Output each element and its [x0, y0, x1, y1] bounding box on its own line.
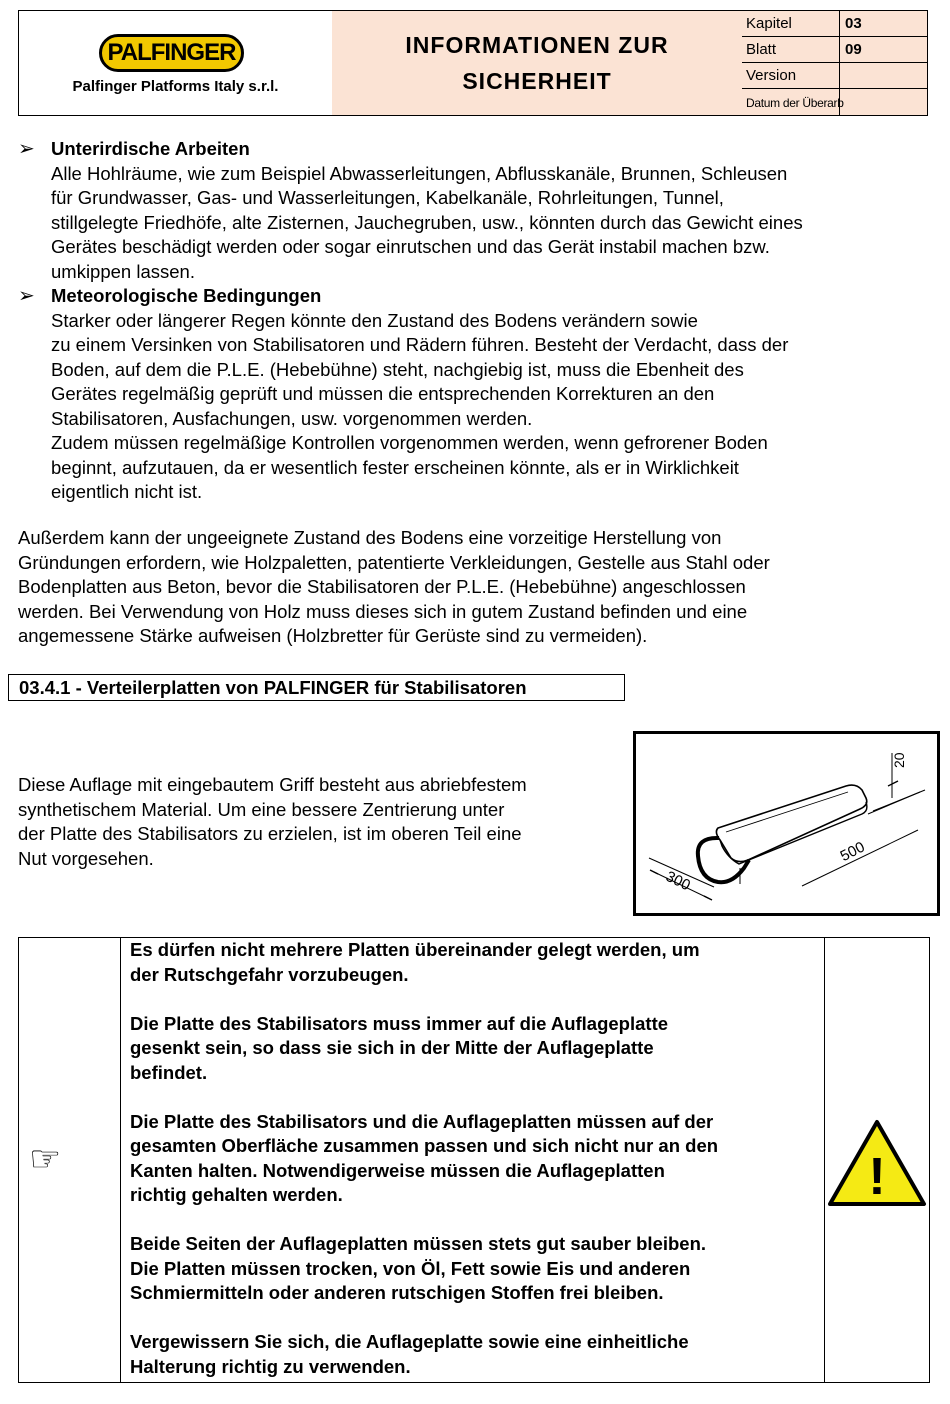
bullet-heading: Meteorologische Bedingungen — [51, 285, 322, 306]
description-line: der Platte des Stabilisators zu erzielen, ist im oberen Teil eine — [18, 823, 522, 844]
meta-table — [742, 11, 927, 115]
warning-line: Schmiermitteln oder anderen rutschigen Stoffen frei bleiben. — [130, 1282, 664, 1303]
bullet-line: Zudem müssen regelmäßige Kontrollen vorgenommen werden, wenn gefrorener Boden — [51, 432, 768, 453]
bullet-line: Boden, auf dem die P.L.E. (Hebebühne) steht, nachgiebig ist, muss die Ebenheit des — [51, 358, 744, 380]
outrigger-pad-drawing — [636, 734, 937, 913]
warning-paragraph — [130, 938, 820, 987]
warning-triangle-icon — [825, 1116, 929, 1226]
warning-line: Es dürfen nicht mehrere Platten übereinander gelegt werden, um — [130, 939, 700, 960]
warning-line: richtig gehalten werden. — [130, 1184, 343, 1205]
title-line-2: SICHERHEIT — [462, 68, 612, 94]
warning-paragraph — [130, 1110, 820, 1208]
warning-line: befindet. — [130, 1061, 208, 1083]
warning-text — [130, 938, 820, 1404]
bullet-line: eigentlich nicht ist. — [51, 481, 203, 502]
dim-500-label: 500 — [837, 838, 868, 866]
pad-description — [18, 773, 618, 871]
dim-20-label: 20 — [891, 752, 907, 768]
paragraph-line: angemessene Stärke aufweisen (Holzbretter für Gerüste sind zu vermeiden). — [18, 625, 648, 646]
warning-line: Die Platte des Stabilisators und die Auflageplatten müssen auf der — [130, 1110, 714, 1132]
warning-line: Halterung richtig zu verwenden. — [130, 1355, 411, 1377]
section-title: 03.4.1 - Verteilerplatten von PALFINGER für Stabilisatoren — [8, 674, 625, 701]
meta-label: Blatt — [746, 41, 777, 58]
meta-row-blatt — [742, 37, 927, 63]
bullet-line: für Grundwasser, Gas- und Wasserleitungen, Kabelkanäle, Rohrleitungen, Tunnel, — [51, 187, 724, 208]
paragraph-line: Gründungen erfordern, wie Holzpaletten, patentierte Verkleidungen, Gestelle aus Stahl oder — [18, 551, 770, 573]
bullet-weather — [18, 284, 928, 505]
warning-line: Vergewissern Sie sich, die Auflageplatte sowie eine einheitliche — [130, 1331, 689, 1352]
exclamation-mark: ! — [868, 1148, 886, 1206]
warning-paragraph — [130, 1012, 820, 1086]
warning-icon-cell — [824, 938, 929, 1382]
safety-warning-table — [18, 937, 930, 1383]
bullet-heading: Unterirdische Arbeiten — [51, 138, 250, 159]
warning-line: Die Platten müssen trocken, von Öl, Fett sowie Eis und anderen — [130, 1257, 691, 1279]
paragraph-line: Bodenplatten aus Beton, bevor die Stabilisatoren der P.L.E. (Hebebühne) angeschlossen — [18, 576, 746, 597]
bullet-line: stillgelegte Friedhöfe, alte Zisternen, Jauchegruben, usw., könnten durch das Gewicht eines — [51, 211, 803, 233]
warning-line: Die Platte des Stabilisators muss immer auf die Auflageplatte — [130, 1012, 669, 1034]
pad-figure — [633, 731, 940, 916]
bullet-line: Starker oder längerer Regen könnte den Zustand des Bodens verändern sowie — [51, 309, 698, 331]
company-name: Palfinger Platforms Italy s.r.l. — [72, 78, 279, 95]
document-header — [18, 10, 928, 116]
meta-label: Version — [746, 67, 797, 84]
hand-cell — [19, 938, 121, 1382]
warning-line: gesamten Oberfläche zusammen passen und sich nicht nur an den — [130, 1135, 719, 1156]
pointing-hand-icon: ☞ — [29, 1138, 62, 1179]
bullet-line: Gerätes beschädigt werden oder sogar einrutschen und das Gerät instabil machen bzw. — [51, 236, 770, 257]
meta-row-kapitel — [742, 11, 927, 37]
palfinger-logo: PALFINGER — [99, 34, 244, 72]
paragraph-line: Außerdem kann der ungeeignete Zustand des Bodens eine vorzeitige Herstellung von — [18, 527, 722, 548]
bullet-line: umkippen lassen. — [51, 260, 195, 282]
warning-line: Kanten halten. Notwendigerweise müssen die Auflageplatten — [130, 1159, 665, 1181]
description-line: synthetischem Material. Um eine bessere Zentrierung unter — [18, 798, 505, 820]
warning-line: Beide Seiten der Auflageplatten müssen stets gut sauber bleiben. — [130, 1233, 707, 1254]
meta-value: 09 — [839, 37, 927, 62]
arrow-bullet-icon: ➢ — [18, 285, 35, 307]
bullet-line: Stabilisatoren, Ausfachungen, usw. vorgenommen werden. — [51, 407, 533, 429]
meta-value: 03 — [839, 11, 927, 36]
arrow-bullet-icon: ➢ — [18, 138, 35, 160]
meta-row-version — [742, 63, 927, 89]
warning-line: der Rutschgefahr vorzubeugen. — [130, 963, 409, 985]
description-line: Diese Auflage mit eingebautem Griff besteht aus abriebfestem — [18, 774, 527, 795]
bullet-underground — [18, 137, 928, 284]
warning-paragraph — [130, 1232, 820, 1306]
title-line-1: INFORMATIONEN ZUR — [405, 32, 669, 58]
paragraph-line: werden. Bei Verwendung von Holz muss dieses sich in gutem Zustand befinden und eine — [18, 600, 748, 622]
warning-paragraph — [130, 1330, 820, 1379]
description-line: Nut vorgesehen. — [18, 847, 154, 869]
dim-300-label: 300 — [663, 867, 693, 895]
meta-value — [839, 89, 927, 115]
meta-row-datum — [742, 89, 927, 115]
bullet-line: Gerätes regelmäßig geprüft und müssen die entsprechenden Korrekturen an den — [51, 383, 715, 404]
meta-label: Datum der Überarb — [746, 96, 844, 110]
document-title — [332, 11, 743, 115]
bullet-line: Alle Hohlräume, wie zum Beispiel Abwasserleitungen, Abflusskanäle, Brunnen, Schleusen — [51, 162, 788, 184]
ground-paragraph — [18, 526, 928, 649]
bullet-line: beginnt, aufzutauen, da er wesentlich fester erscheinen könnte, als er in Wirklichkeit — [51, 456, 739, 478]
bullet-line: zu einem Versinken von Stabilisatoren und Rädern führen. Besteht der Verdacht, dass der — [51, 334, 789, 355]
meta-value — [839, 63, 927, 88]
warning-line: gesenkt sein, so dass sie sich in der Mitte der Auflageplatte — [130, 1037, 654, 1058]
logo-cell — [19, 11, 333, 115]
meta-label: Kapitel — [746, 15, 792, 32]
